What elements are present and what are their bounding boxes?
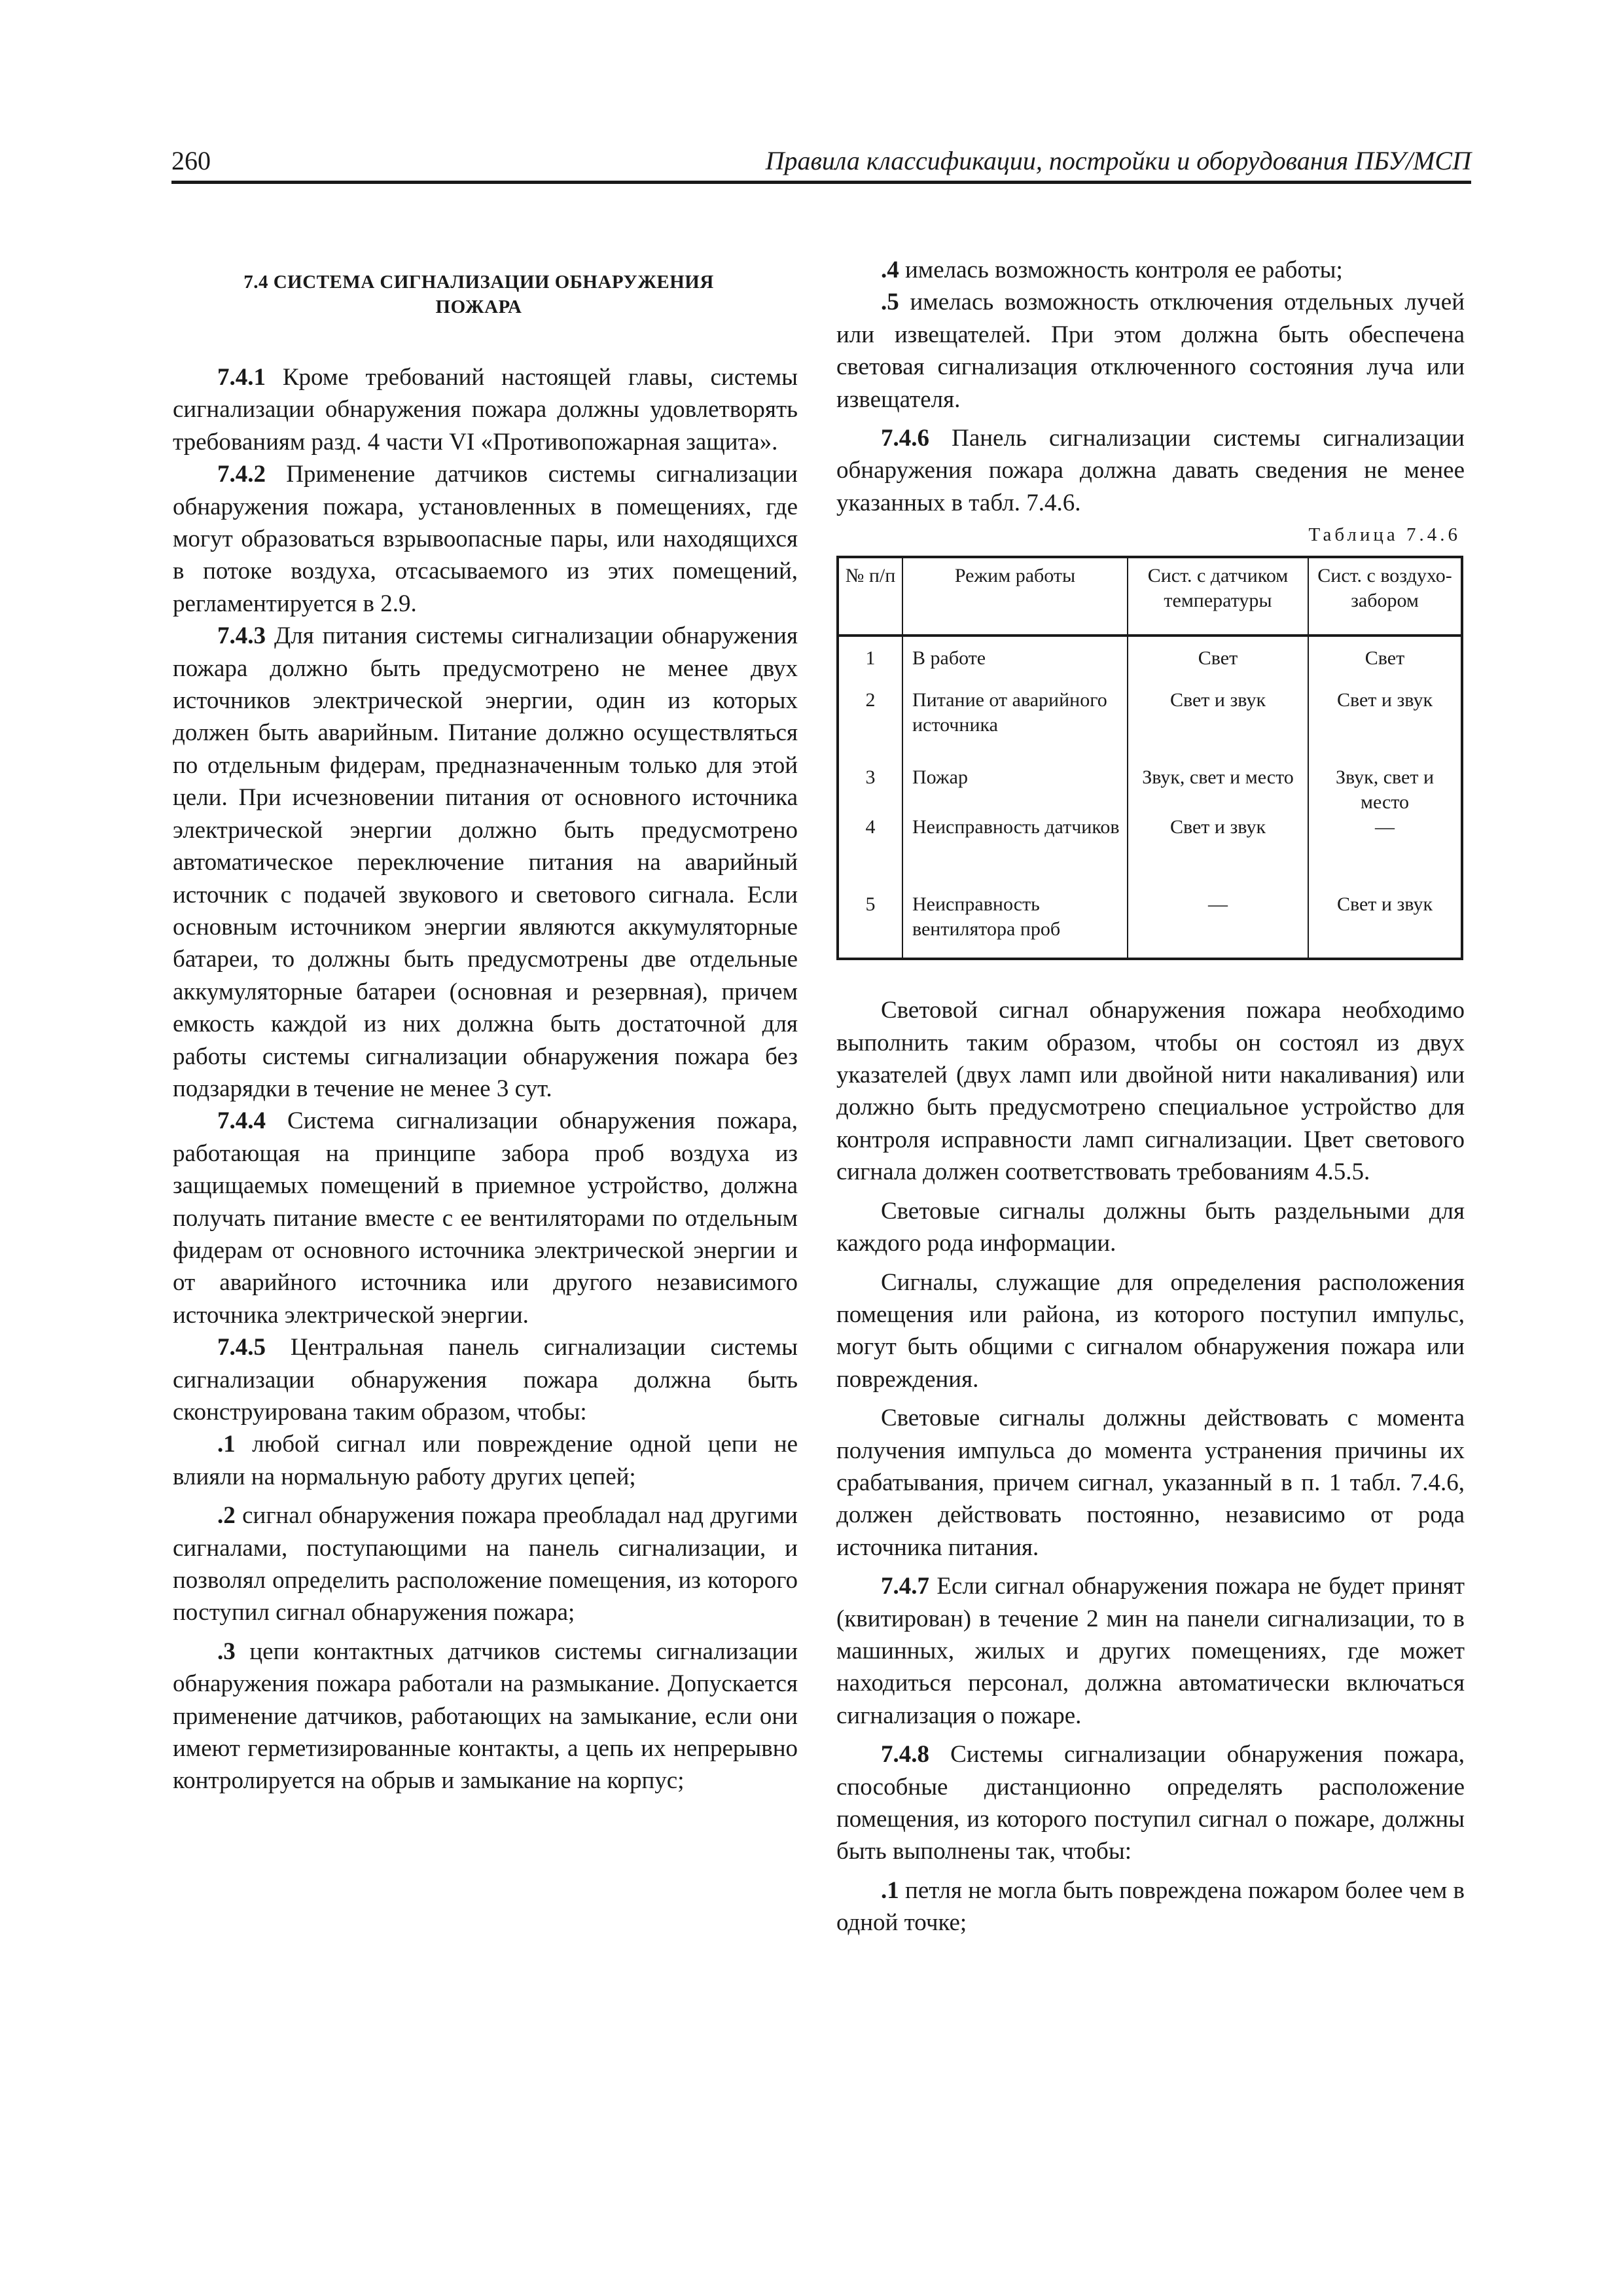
cell-mode: Неисправность датчиков: [902, 815, 1128, 892]
header-no: № п/п: [838, 557, 902, 636]
table-row: [838, 892, 1462, 959]
paragraph-number: 7.4.5: [217, 1334, 266, 1361]
list-item-number: .2: [217, 1502, 236, 1530]
paragraph-number: 7.4.2: [217, 461, 266, 488]
paragraph-7-4-4: [173, 1105, 798, 1331]
list-item-text: сигнал обнаружения пожара преобладал над другими сигналами, поступающими на панель сигнализации, и позволял определить расположение помещения, из которого поступил сигнал обнаружения пожара;: [173, 1502, 798, 1626]
paragraph-7-4-2: [173, 458, 798, 620]
table-row: [838, 815, 1462, 892]
list-item-text: петля не могла быть повреждена пожаром более чем в одной точке;: [836, 1876, 1465, 1937]
cell-air: —: [1308, 815, 1462, 892]
cell-temp: Свет и звук: [1128, 815, 1308, 892]
paragraph-7-4-6: [836, 422, 1465, 519]
section-title-line-2: ПОЖАРА: [435, 296, 522, 317]
list-item-1-loop: [836, 1874, 1465, 1939]
cell-mode: Неисправность вентилятора проб: [902, 892, 1128, 959]
list-item-2: [173, 1499, 798, 1629]
paragraph-text: Система сигнализации обнаружения пожара, работающая на принципе забора проб воздуха из защищаемых помещений в приемное устройство, должна получать питание вместе с ее вентиляторами по отдельным фидерам от основного источника электрической энергии и от аварийного источника или другого независимого источника электрической энергии.: [173, 1107, 798, 1329]
cell-air: Свет и звук: [1308, 892, 1462, 959]
running-title: Правила классификации, постройки и оборудования ПБУ/МСП: [765, 146, 1471, 175]
paragraph-number: 7.4.8: [881, 1741, 929, 1768]
table-caption: Таблица 7.4.6: [1308, 524, 1461, 546]
cell-air: Свет: [1308, 636, 1462, 688]
paragraph-signal-duration: Световые сигналы должны действовать с момента получения импульса до момента устранения причины их срабатывания, причем сигнал, указанный в п. 1 табл. 7.4.6, должен действовать постоянно, независимо от рода источника питания.: [836, 1405, 1465, 1561]
paragraph-light-signal: Световой сигнал обнаружения пожара необходимо выполнить таким образом, чтобы он состоял из двух указателей (двух ламп или двойной нити накаливания) или должно быть предусмотрено специальное устройство для контроля исправности ламп сигнализации. Цвет светового сигнала должен соответствовать требованиям 4.5.5.: [836, 997, 1465, 1186]
list-item-number: .3: [217, 1638, 236, 1665]
cell-no: 3: [838, 765, 902, 815]
list-item-number: .4: [881, 257, 899, 283]
table-row: [838, 636, 1462, 688]
list-item-1: [173, 1428, 798, 1493]
cell-mode: Пожар: [902, 765, 1128, 815]
header-temp: Сист. с датчиком температуры: [1128, 557, 1308, 636]
cell-no: 5: [838, 892, 902, 959]
paragraph-7-4-3: [173, 620, 798, 1105]
paragraph-number: 7.4.4: [217, 1107, 266, 1135]
section-title-line-1: 7.4 СИСТЕМА СИГНАЛИЗАЦИИ ОБНАРУЖЕНИЯ: [243, 272, 714, 293]
cell-no: 1: [838, 636, 902, 688]
paragraph-number: 7.4.6: [881, 425, 929, 452]
paragraph-7-4-5: [173, 1331, 798, 1428]
cell-temp: Свет и звук: [1128, 688, 1308, 765]
list-item-5: [836, 286, 1465, 416]
table-header-row: [838, 557, 1462, 636]
list-item-4: [836, 254, 1465, 286]
paragraph-location-signals: Сигналы, служащие для определения расположения помещения или района, из которого поступил импульс, могут быть общими с сигналом обнаружения пожара или повреждения.: [836, 1268, 1465, 1393]
paragraph-7-4-8: [836, 1738, 1465, 1868]
paragraph-number: 7.4.3: [217, 622, 266, 650]
page-number: 260: [171, 146, 211, 175]
list-item-text: имелась возможность контроля ее работы;: [899, 257, 1343, 283]
paragraph-7-4-1: [173, 361, 798, 458]
list-item-number: .5: [881, 289, 899, 316]
paragraph-7-4-7: [836, 1570, 1465, 1732]
paragraph-separate-signals: Световые сигналы должны быть раздельными для каждого рода информации.: [836, 1197, 1465, 1257]
cell-air: Свет и звук: [1308, 688, 1462, 765]
paragraph-text: Центральная панель сигнализации системы сигнализации обнаружения пожара должна быть сконструирована таким образом, чтобы:: [173, 1334, 798, 1426]
list-item-number: .1: [217, 1431, 236, 1458]
left-column: [173, 262, 798, 1797]
paragraph-text: Для питания системы сигнализации обнаружения пожара должно быть предусмотрено не менее двух источников электрической энергии, один из которых должен быть аварийным. Питание должно осуществляться по отдельным фидерам, предназначенным только для этой цели. При исчезновении питания от основного источника электрической энергии должно быть предусмотрено автоматическое переключение питания на аварийный источник с подачей звукового и светового сигнала. Если основным источником энергии являются аккумуляторные батареи, то должны быть предусмотрены две отдельные аккумуляторные батареи (основная и резервная), причем емкость каждой из них должна быть достаточной для работы системы сигнализации обнаружения пожара без подзарядки в течение не менее 3 сут.: [173, 622, 798, 1102]
paragraph-number: 7.4.1: [217, 364, 266, 391]
cell-temp: Звук, свет и место: [1128, 765, 1308, 815]
list-item-text: цепи контактных датчиков системы сигнализации обнаружения пожара работали на размыкание. Допускается применение датчиков, работающих на замыкание, если они имеют герметизированные контакты, а цепь их непрерывно контролируется на обрыв и замыкание на корпус;: [173, 1638, 798, 1795]
list-item-text: имелась возможность отключения отдельных лучей или извещателей. При этом должна быть обеспечена световая сигнализация отключенного состояния луча или извещателя.: [836, 289, 1465, 413]
cell-mode: Питание от аварийного источника: [902, 688, 1128, 765]
header-air: Сист. с воздухо-забором: [1308, 557, 1462, 636]
right-column: [836, 254, 1465, 1939]
paragraph-number: 7.4.7: [881, 1573, 929, 1600]
cell-air: Звук, свет и место: [1308, 765, 1462, 815]
paragraph-text: Применение датчиков системы сигнализации обнаружения пожара, установленных в помещениях, где могут образоваться взрывоопасные пары, или находящихся в потоке воздуха, отсасываемого из этих помещений, регламентируется в 2.9.: [173, 461, 798, 617]
table-row: [838, 688, 1462, 765]
list-item-text: любой сигнал или повреждение одной цепи не влияли на нормальную работу других цепей;: [173, 1431, 798, 1490]
header-mode: Режим работы: [902, 557, 1128, 636]
paragraph-text: Системы сигнализации обнаружения пожара, способные дистанционно определять расположение помещения, из которого поступил сигнал о пожаре, должны быть выполнены так, чтобы:: [836, 1741, 1465, 1865]
table-row: [838, 765, 1462, 815]
cell-temp: —: [1128, 892, 1308, 959]
cell-mode: В работе: [902, 636, 1128, 688]
paragraph-text: Если сигнал обнаружения пожара не будет принят (квитирован) в течение 2 мин на панели сигнализации, то в машинных, жилых и других помещениях, где может находиться персонал, должна автоматически включаться сигнализация о пожаре.: [836, 1573, 1465, 1729]
section-title: [173, 270, 785, 319]
paragraph-text: Панель сигнализации системы сигнализации обнаружения пожара должна давать сведения не менее указанных в табл. 7.4.6.: [836, 425, 1465, 516]
cell-no: 4: [838, 815, 902, 892]
page-header: [171, 143, 1471, 184]
signal-table: [836, 556, 1463, 960]
list-item-3: [173, 1636, 798, 1797]
list-item-number: .1: [881, 1876, 899, 1904]
paragraph-text: Кроме требований настоящей главы, системы сигнализации обнаружения пожара должны удовлетворять требованиям разд. 4 части VI «Противопожарная защита».: [173, 364, 798, 456]
cell-temp: Свет: [1128, 636, 1308, 688]
cell-no: 2: [838, 688, 902, 765]
